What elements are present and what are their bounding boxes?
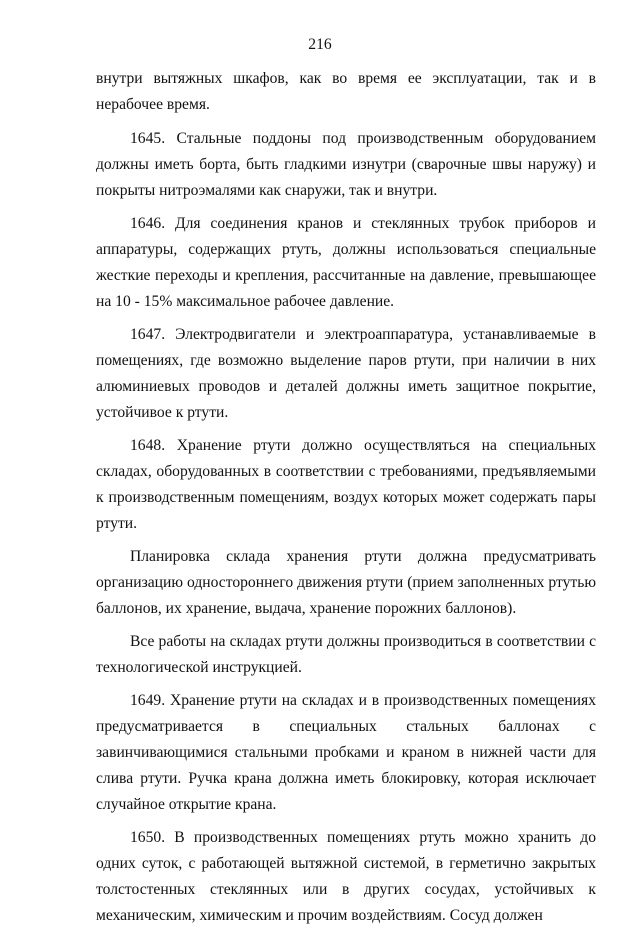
paragraph-1646: 1646. Для соединения кранов и стеклянных трубок приборов и аппаратуры, содержащих ртуть, должны использоваться специальные жесткие переходы и крепления, рассчитанные на давление, превышающее на 10 - 15% максимальное рабочее давление. [96, 215, 596, 310]
paragraph-1645: 1645. Стальные поддоны под производственным оборудованием должны иметь борта, быть гладкими изнутри (сварочные швы наружу) и покрыты нитроэмалями как снаружи, так и внутри. [96, 130, 596, 199]
paragraph-1647: 1647. Электродвигатели и электроаппаратура, устанавливаемые в помещениях, где возможно выделение паров ртути, при наличии в них алюминиевых проводов и деталей должны иметь защитное покрытие, устойчивое к ртути. [96, 326, 596, 421]
paragraph-warehouse-layout: Планировка склада хранения ртути должна предусматривать организацию одностороннего движения ртути (прием заполненных ртутью баллонов, их хранение, выдача, хранение порожних баллонов). [96, 548, 596, 617]
paragraph-1650: 1650. В производственных помещениях ртуть можно хранить до одних суток, с работающей вытяжной системой, в герметично закрытых толстостенных стеклянных или в других сосудах, устойчивых к механическим, химическим и прочим воздействиям. Сосуд должен [96, 829, 596, 924]
paragraph-1648: 1648. Хранение ртути должно осуществляться на специальных складах, оборудованных в соответствии с требованиями, предъявляемыми к производственным помещениям, воздух которых может содержать пары ртути. [96, 437, 596, 532]
body-text [96, 66, 596, 936]
page-number: 216 [308, 36, 332, 53]
paragraph-1649: 1649. Хранение ртути на складах и в производственных помещениях предусматривается в специальных стальных баллонах с завинчивающимися стальными пробками и краном в нижней части для слива ртути. Ручка крана должна иметь блокировку, которая исключает случайное открытие крана. [96, 692, 596, 813]
paragraph-warehouse-works: Все работы на складах ртути должны производиться в соответствии с технологической инструкцией. [96, 633, 596, 676]
paragraph-continuation: внутри вытяжных шкафов, как во время ее эксплуатации, так и в нерабочее время. [96, 70, 596, 113]
